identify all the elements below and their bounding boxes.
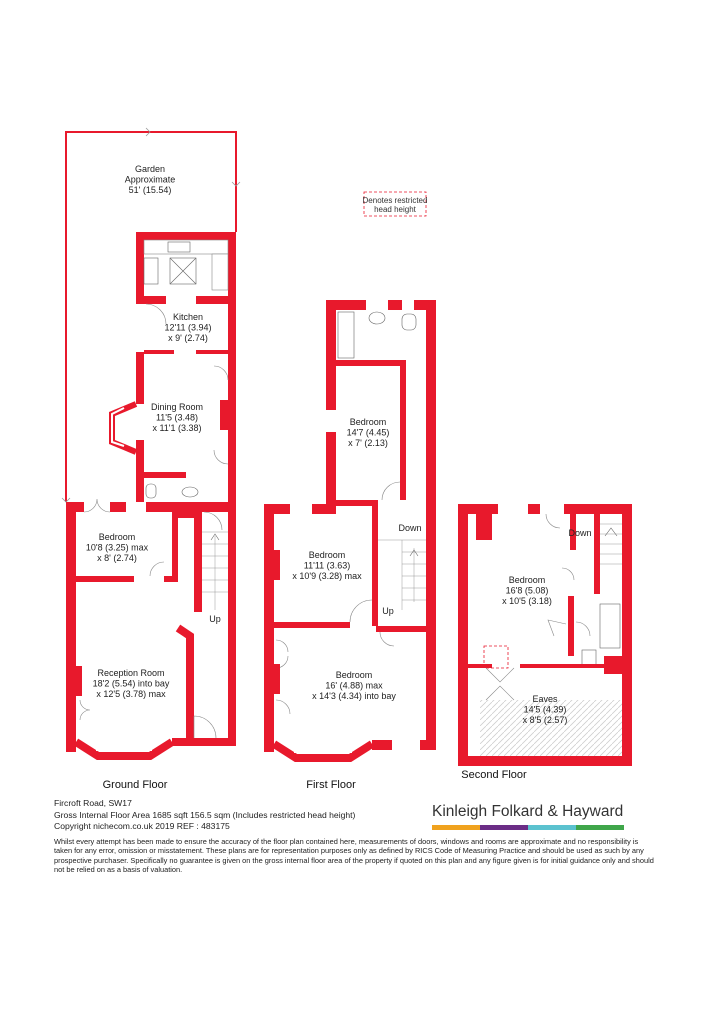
wc (582, 650, 596, 666)
room-label-kitchen (164, 312, 211, 343)
wall (136, 232, 144, 302)
wall (594, 514, 600, 594)
room-label-line: 11'11 (3.63) (303, 560, 351, 571)
wall (520, 664, 622, 668)
wc (402, 314, 416, 330)
room-label-reception (93, 668, 170, 699)
room-label-line: x 9' (2.74) (168, 333, 208, 343)
wall (194, 512, 202, 612)
wall (136, 478, 144, 502)
wall (144, 350, 174, 354)
kitchen-counter (212, 254, 228, 290)
wall (172, 738, 236, 746)
wall (136, 232, 236, 240)
room-label-line: x 7' (2.13) (348, 438, 388, 448)
floor-title-second: Second Floor (461, 769, 527, 781)
room-label-line: Reception Room (97, 668, 165, 678)
wc (146, 484, 156, 498)
wall (196, 296, 236, 304)
room-label-line: Bedroom (349, 417, 387, 427)
floor-title-first: First Floor (306, 779, 356, 791)
stair-label-up: Up (209, 614, 221, 624)
room-label-line: x 8'5 (2.57) (522, 715, 568, 725)
room-label-line: 11'5 (3.48) (155, 412, 199, 423)
wall (458, 756, 632, 766)
room-label-line: Garden (134, 164, 166, 174)
room-label-bed-rear (347, 417, 390, 448)
room-label-line: Bedroom (508, 575, 546, 585)
chimney-breast (76, 666, 82, 696)
room-label-line: Eaves (532, 694, 558, 704)
wall (228, 232, 236, 502)
disclaimer: Whilst every attempt has been made to ensure the accuracy of the floor plan contained here, measurements of doors, windows and rooms are approximate and no responsibility is taken for any error, omission or misstatement. These plans are for representation purposes only as defined by RICS Code of Measuring Practice and should be used as such by any prospective purchaser. Specifically no guarantee is given on the gross internal floor area of the property if quoted on this plan and any figure given is for initial guidance only and should not be relied on as a basis of valuation. (54, 837, 654, 874)
kitchen-sink (168, 242, 190, 252)
room-label-line: x 10'9 (3.28) max (292, 571, 362, 581)
room-label-bed-front (312, 670, 396, 701)
room-label-line: 18'2 (5.54) into bay (92, 678, 170, 689)
first-stairs (378, 540, 426, 610)
wall (136, 472, 186, 478)
brand-bar-green (576, 825, 624, 830)
basin (369, 312, 385, 324)
wall (220, 400, 228, 430)
room-label-line: x 12'5 (3.78) max (96, 689, 166, 699)
room-label-line: Bedroom (308, 550, 346, 560)
bath (600, 604, 620, 648)
second-stairs (600, 524, 622, 564)
hob (144, 258, 158, 284)
wall (196, 350, 228, 354)
second-floor-plan (458, 504, 632, 766)
room-label-line: x 14'3 (4.34) into bay (312, 691, 396, 701)
room-label-bed-loft (502, 575, 552, 606)
room-label-eaves (523, 694, 568, 725)
room-label-line: Bedroom (335, 670, 373, 680)
legend-text: Denotes restricted (362, 196, 428, 205)
brand-bar-orange (432, 825, 480, 830)
floor-area: Gross Internal Floor Area 1685 sqft 156.5 sqm (Includes restricted head height) (54, 809, 356, 820)
wall (178, 628, 190, 746)
room-label-line: x 11'1 (3.38) (152, 423, 202, 433)
chimney-breast (274, 664, 280, 694)
wall (66, 502, 76, 752)
wall (136, 352, 144, 404)
room-label-dining (151, 402, 203, 433)
room-label-line: 14'7 (4.45) (346, 427, 390, 438)
wall (274, 622, 350, 628)
ground-stairs (202, 532, 228, 610)
chimney-breast (274, 550, 280, 580)
wall (264, 504, 274, 752)
wall (136, 296, 166, 304)
room-label-line: 16'8 (5.08) (505, 585, 549, 596)
wall (568, 596, 574, 656)
floor-title-ground: Ground Floor (102, 779, 168, 791)
stair-label-up: Up (382, 606, 394, 616)
wall (458, 504, 468, 766)
room-label-garden (125, 164, 176, 195)
ground-floor-plan (62, 128, 240, 756)
wall (376, 626, 426, 632)
agent-logo: Kinleigh Folkard & Hayward (432, 803, 624, 820)
wall (468, 664, 492, 668)
room-label-line: 51' (15.54) (128, 185, 172, 195)
room-label-line: x 8' (2.74) (97, 553, 137, 563)
brand-bar-purple (480, 825, 528, 830)
room-label-line: x 10'5 (3.18) (502, 596, 552, 606)
room-label-bedroom (86, 532, 149, 563)
property-info (54, 798, 355, 833)
basin (182, 487, 198, 497)
room-label-line: 10'8 (3.25) max (85, 542, 149, 553)
copyright: Copyright nichecom.co.uk 2019 REF : 483175 (54, 821, 230, 832)
room-label-line: Approximate (124, 174, 176, 185)
room-label-line: 12'11 (3.94) (164, 322, 212, 333)
room-label-bed-mid (292, 550, 362, 581)
stair-label-down: Down (568, 528, 592, 538)
wall (476, 514, 492, 540)
wall (336, 360, 406, 366)
bath (338, 312, 354, 358)
wall (622, 504, 632, 766)
wall (400, 360, 406, 500)
wall (336, 500, 378, 506)
wall (76, 576, 134, 582)
room-label-line: 14'5 (4.39) (523, 704, 567, 715)
wall (228, 502, 236, 742)
room-label-line: Dining Room (150, 402, 204, 412)
legend-text: head height (374, 205, 416, 214)
stair-label-down: Down (398, 523, 422, 533)
wall (426, 300, 436, 750)
room-label-line: Bedroom (98, 532, 136, 542)
room-label-line: Kitchen (172, 312, 204, 322)
room-label-line: 16' (4.88) max (325, 680, 383, 691)
brand-bar-cyan (528, 825, 576, 830)
wall (172, 512, 178, 578)
wall (372, 506, 378, 626)
wall (326, 300, 336, 506)
address: Fircroft Road, SW17 (54, 798, 132, 808)
